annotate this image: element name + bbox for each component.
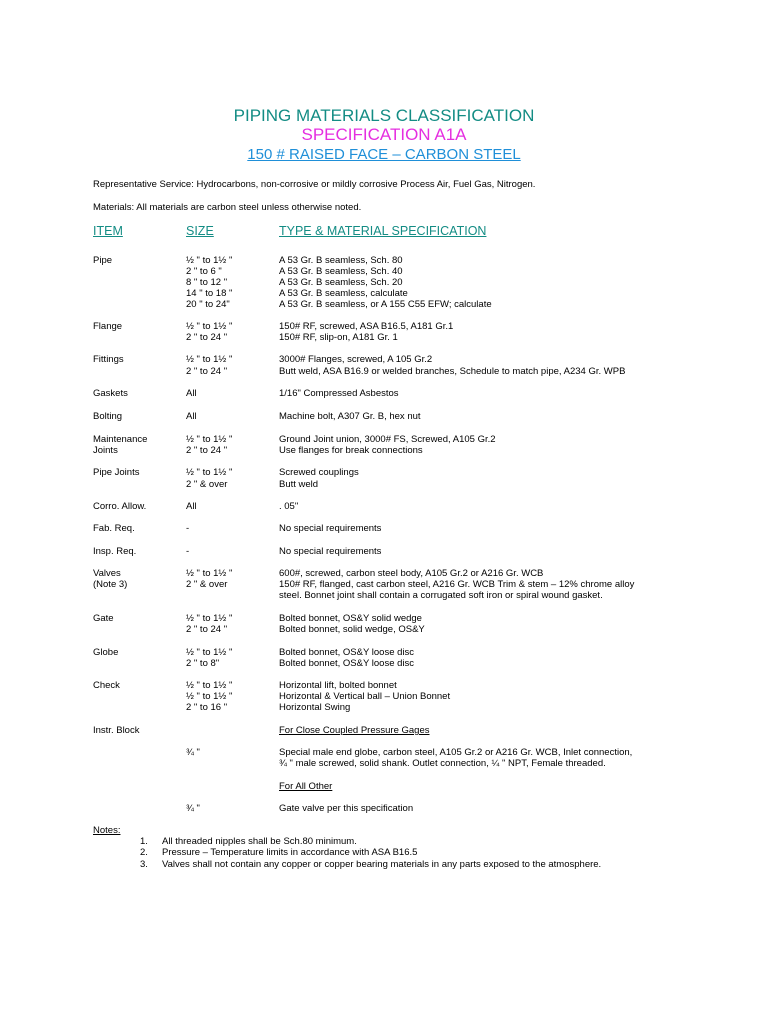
spec-item-cell: Gaskets bbox=[93, 388, 128, 399]
spec-size-cell: - bbox=[186, 546, 190, 557]
spec-size-cell: 14 " to 18 " bbox=[186, 288, 233, 299]
representative-service-text: Representative Service: Hydrocarbons, non-corrosive or mildly corrosive Process Air, Fuel Gas, Nitrogen. bbox=[93, 179, 536, 190]
note-number: 1. bbox=[140, 836, 148, 847]
spec-size-cell: ½ " to 1½ " bbox=[186, 647, 233, 658]
spec-description-cell: Special male end globe, carbon steel, A105 Gr.2 or A216 Gr. WCB, Inlet connection, bbox=[279, 747, 633, 758]
spec-description-cell: 600#, screwed, carbon steel body, A105 Gr.2 or A216 Gr. WCB bbox=[279, 568, 544, 579]
note-number: 3. bbox=[140, 859, 148, 870]
document-title: PIPING MATERIALS CLASSIFICATION bbox=[233, 106, 535, 125]
spec-size-cell: ¾ " bbox=[186, 747, 200, 758]
note-number: 2. bbox=[140, 847, 148, 858]
spec-size-cell: 2 " to 24 " bbox=[186, 332, 228, 343]
spec-size-cell: 2 " to 24 " bbox=[186, 445, 228, 456]
spec-description-cell: A 53 Gr. B seamless, Sch. 80 bbox=[279, 255, 403, 266]
spec-size-cell: 2 " to 6 " bbox=[186, 266, 222, 277]
spec-size-cell: ½ " to 1½ " bbox=[186, 467, 233, 478]
spec-description-cell: Horizontal lift, bolted bonnet bbox=[279, 680, 397, 691]
spec-item-cell: (Note 3) bbox=[93, 579, 128, 590]
spec-size-cell: 2 " & over bbox=[186, 579, 228, 590]
spec-size-cell: ½ " to 1½ " bbox=[186, 568, 233, 579]
spec-description-cell: A 53 Gr. B seamless, calculate bbox=[279, 288, 408, 299]
spec-size-cell: 2 " & over bbox=[186, 479, 228, 490]
spec-size-cell: 2 " to 16 " bbox=[186, 702, 228, 713]
spec-size-cell: ½ " to 1½ " bbox=[186, 354, 233, 365]
spec-description-cell: 150# RF, screwed, ASA B16.5, A181 Gr.1 bbox=[279, 321, 454, 332]
spec-size-cell: ½ " to 1½ " bbox=[186, 613, 233, 624]
spec-description-cell: Machine bolt, A307 Gr. B, hex nut bbox=[279, 411, 421, 422]
spec-description-cell: Ground Joint union, 3000# FS, Screwed, A105 Gr.2 bbox=[279, 434, 496, 445]
spec-size-cell: 20 " to 24" bbox=[186, 299, 230, 310]
spec-item-cell: Instr. Block bbox=[93, 725, 140, 736]
spec-size-cell: 2 " to 8" bbox=[186, 658, 220, 669]
column-header-item: ITEM bbox=[93, 224, 123, 238]
spec-size-cell: ½ " to 1½ " bbox=[186, 691, 233, 702]
spec-description-cell: Bolted bonnet, solid wedge, OS&Y bbox=[279, 624, 425, 635]
spec-description-cell: steel. Bonnet joint shall contain a corrugated soft iron or spiral wound gasket. bbox=[279, 590, 603, 601]
spec-description-cell: Bolted bonnet, OS&Y solid wedge bbox=[279, 613, 422, 624]
spec-item-cell: Bolting bbox=[93, 411, 123, 422]
spec-size-cell: All bbox=[186, 501, 197, 512]
note-text: Valves shall not contain any copper or copper bearing materials in any parts exposed to the atmosphere. bbox=[162, 859, 602, 870]
spec-size-cell: 2 " to 24 " bbox=[186, 366, 228, 377]
spec-description-cell: . 05" bbox=[279, 501, 299, 512]
spec-item-cell: Maintenance bbox=[93, 434, 148, 445]
spec-item-cell: Check bbox=[93, 680, 120, 691]
spec-description-cell: Horizontal Swing bbox=[279, 702, 351, 713]
materials-text: Materials: All materials are carbon steel unless otherwise noted. bbox=[93, 202, 362, 213]
spec-description-cell: No special requirements bbox=[279, 523, 382, 534]
specification-code: SPECIFICATION A1A bbox=[301, 125, 467, 144]
spec-description-cell: For Close Coupled Pressure Gages bbox=[279, 725, 430, 736]
spec-description-cell: A 53 Gr. B seamless, or A 155 C55 EFW; calculate bbox=[279, 299, 492, 310]
spec-size-cell: All bbox=[186, 388, 197, 399]
spec-description-cell: 150# RF, slip-on, A181 Gr. 1 bbox=[279, 332, 398, 343]
spec-description-cell: A 53 Gr. B seamless, Sch. 40 bbox=[279, 266, 403, 277]
spec-item-cell: Globe bbox=[93, 647, 119, 658]
column-header-size: SIZE bbox=[186, 224, 214, 238]
spec-description-cell: ¾ " male screwed, solid shank. Outlet connection, ¼ " NPT, Female threaded. bbox=[279, 758, 606, 769]
rating-heading: 150 # RAISED FACE – CARBON STEEL bbox=[247, 146, 521, 163]
spec-size-cell: ¾ " bbox=[186, 803, 200, 814]
spec-size-cell: - bbox=[186, 523, 190, 534]
spec-size-cell: All bbox=[186, 411, 197, 422]
spec-item-cell: Insp. Req. bbox=[93, 546, 137, 557]
spec-item-cell: Pipe bbox=[93, 255, 113, 266]
spec-size-cell: 8 " to 12 " bbox=[186, 277, 228, 288]
spec-size-cell: ½ " to 1½ " bbox=[186, 434, 233, 445]
spec-description-cell: Butt weld, ASA B16.9 or welded branches, Schedule to match pipe, A234 Gr. WPB bbox=[279, 366, 626, 377]
spec-item-cell: Pipe Joints bbox=[93, 467, 140, 478]
spec-description-cell: Bolted bonnet, OS&Y loose disc bbox=[279, 658, 415, 669]
spec-item-cell: Flange bbox=[93, 321, 123, 332]
spec-description-cell: A 53 Gr. B seamless, Sch. 20 bbox=[279, 277, 403, 288]
spec-description-cell: Bolted bonnet, OS&Y loose disc bbox=[279, 647, 415, 658]
spec-item-cell: Valves bbox=[93, 568, 121, 579]
spec-description-cell: For All Other bbox=[279, 781, 333, 792]
spec-description-cell: Horizontal & Vertical ball – Union Bonnet bbox=[279, 691, 451, 702]
spec-size-cell: 2 " to 24 " bbox=[186, 624, 228, 635]
spec-size-cell: ½ " to 1½ " bbox=[186, 255, 233, 266]
spec-description-cell: No special requirements bbox=[279, 546, 382, 557]
spec-description-cell: 1/16" Compressed Asbestos bbox=[279, 388, 399, 399]
spec-description-cell: Use flanges for break connections bbox=[279, 445, 423, 456]
spec-item-cell: Corro. Allow. bbox=[93, 501, 147, 512]
spec-description-cell: Gate valve per this specification bbox=[279, 803, 414, 814]
column-header-spec: TYPE & MATERIAL SPECIFICATION bbox=[279, 224, 487, 238]
spec-description-cell: 3000# Flanges, screwed, A 105 Gr.2 bbox=[279, 354, 433, 365]
spec-item-cell: Fittings bbox=[93, 354, 124, 365]
spec-item-cell: Joints bbox=[93, 445, 118, 456]
notes-label: Notes: bbox=[93, 825, 121, 836]
spec-item-cell: Fab. Req. bbox=[93, 523, 135, 534]
spec-description-cell: 150# RF, flanged, cast carbon steel, A216 Gr. WCB Trim & stem – 12% chrome alloy bbox=[279, 579, 635, 590]
spec-item-cell: Gate bbox=[93, 613, 114, 624]
spec-description-cell: Butt weld bbox=[279, 479, 319, 490]
note-text: Pressure – Temperature limits in accordance with ASA B16.5 bbox=[162, 847, 418, 858]
spec-description-cell: Screwed couplings bbox=[279, 467, 359, 478]
spec-size-cell: ½ " to 1½ " bbox=[186, 321, 233, 332]
spec-size-cell: ½ " to 1½ " bbox=[186, 680, 233, 691]
note-text: All threaded nipples shall be Sch.80 minimum. bbox=[162, 836, 357, 847]
